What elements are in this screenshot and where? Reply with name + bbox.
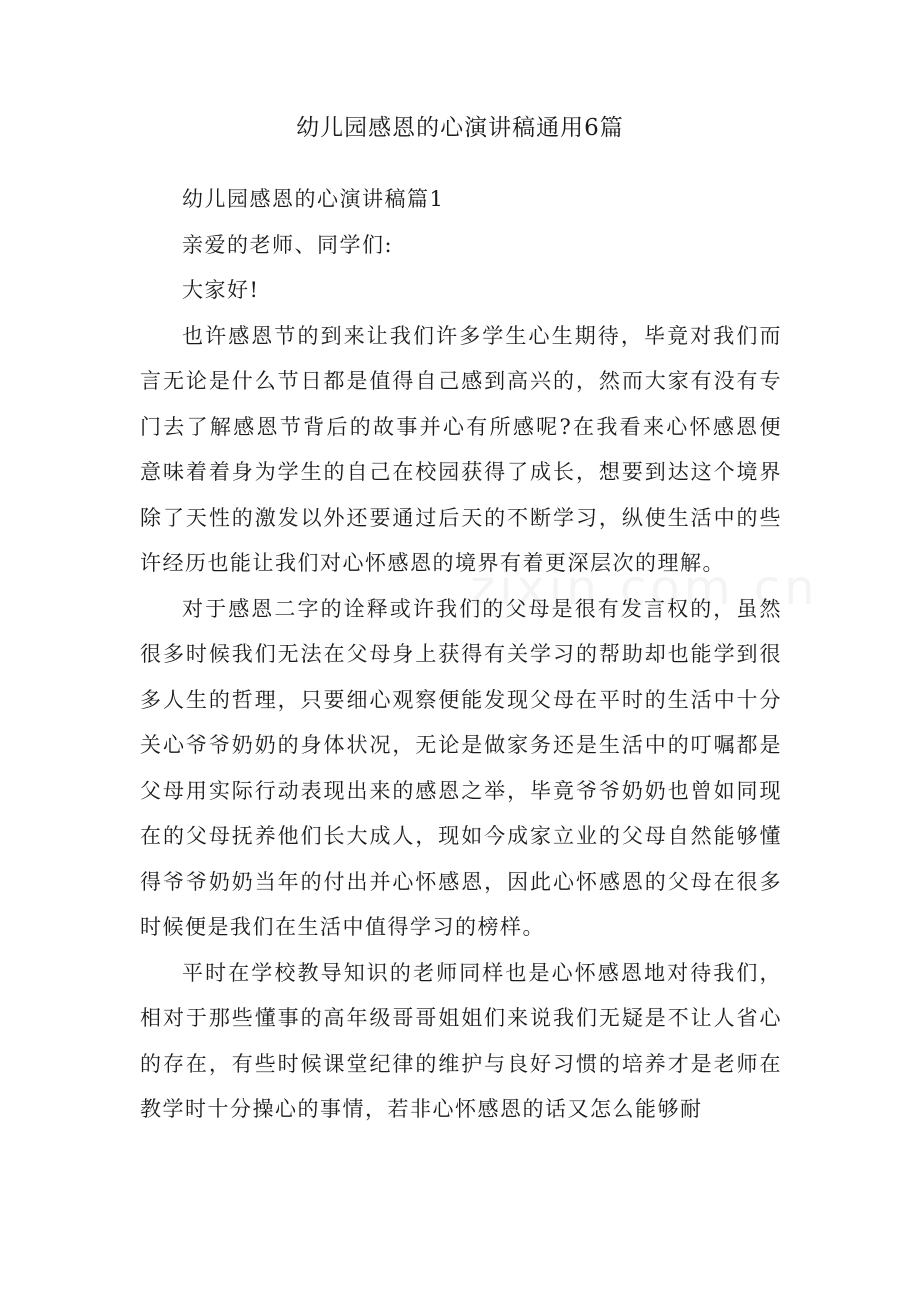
paragraph-2: 对于感恩二字的诠释或许我们的父母是很有发言权的，虽然很多时候我们无法在父母身上获得有关学习的帮助却也能学到很多人生的哲理，只要细心观察便能发现父母在平时的生活中十分关心爷爷奶奶的身体状况，无论是做家务还是生活中的叮嘱都是父母用实际行动表现出来的感恩之举，毕竟爷爷奶奶也曾如同现在的父母抚养他们长大成人，现如今成家立业的父母自然能够懂得爷爷奶奶当年的付出并心怀感恩，因此心怀感恩的父母在很多时候便是我们在生活中值得学习的榜样。: [140, 596, 782, 939]
document-body: [140, 177, 782, 1133]
document-title: 幼儿园感恩的心演讲稿通用6篇: [296, 115, 624, 141]
paragraph-3: 平时在学校教导知识的老师同样也是心怀感恩地对待我们，相对于那些懂事的高年级哥哥姐姐们来说我们无疑是不让人省心的存在，有些时候课堂纪律的维护与良好习惯的培养才是老师在教学时十分操心的事情，若非心怀感恩的话又怎么能够耐: [140, 960, 782, 1121]
greeting: 大家好!: [182, 278, 260, 302]
paragraph-1: 也许感恩节的到来让我们许多学生心生期待，毕竟对我们而言无论是什么节日都是值得自己感到高兴的，然而大家有没有专门去了解感恩节背后的故事并心有所感呢?在我看来心怀感恩便意味着着身为学生的自己在校园获得了成长，想要到达这个境界除了天性的激发以外还要通过后天的不断学习，纵使生活中的些许经历也能让我们对心怀感恩的境界有着更深层次的理解。: [140, 323, 782, 575]
salutation: 亲爱的老师、同学们:: [182, 232, 394, 257]
section-heading: 幼儿园感恩的心演讲稿篇1: [182, 187, 445, 211]
